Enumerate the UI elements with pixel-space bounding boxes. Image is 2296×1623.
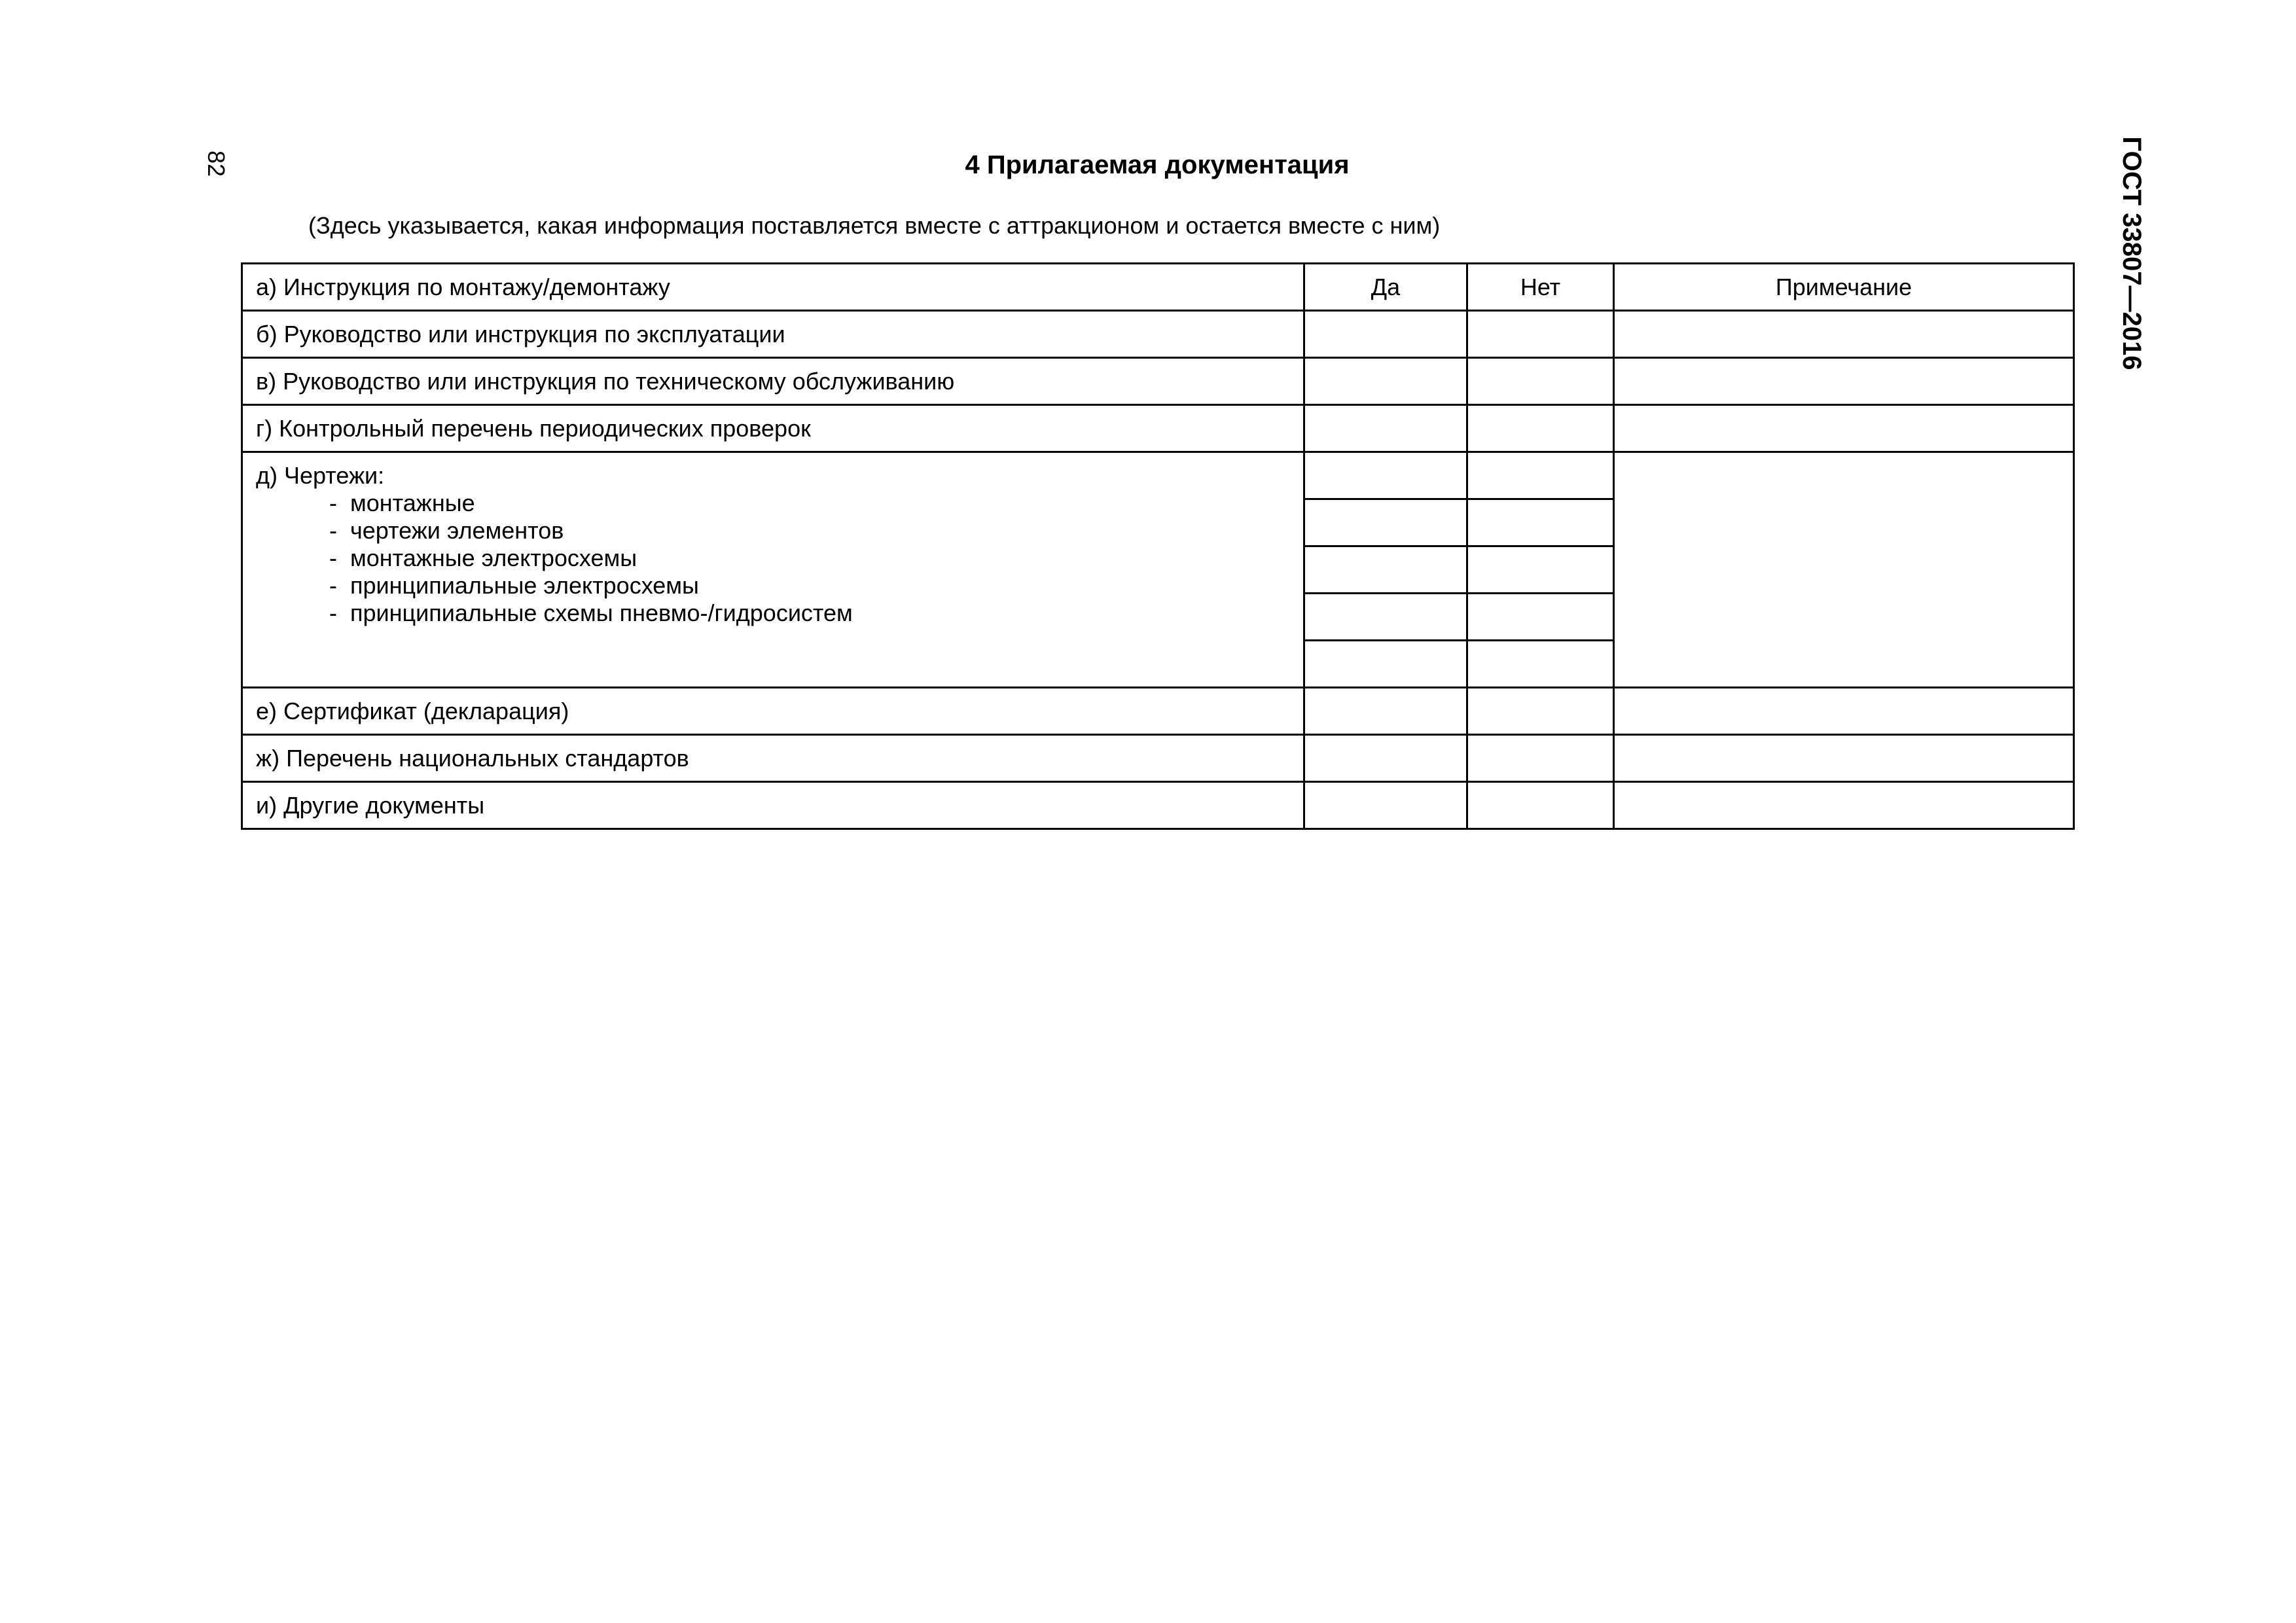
yes-cell[interactable]	[1304, 311, 1467, 358]
note-cell[interactable]	[1614, 358, 2074, 405]
row-label: д) Чертежи:	[256, 462, 385, 489]
no-cell[interactable]	[1467, 641, 1614, 688]
drawing-item: - монтажные электросхемы	[329, 544, 1290, 572]
table-row	[242, 358, 2074, 405]
no-cell[interactable]	[1467, 688, 1614, 735]
yes-cell[interactable]	[1304, 641, 1467, 688]
note-cell[interactable]	[1614, 735, 2074, 782]
column-header-note: Примечание	[1614, 264, 2074, 311]
row-label: е) Сертификат (декларация)	[242, 688, 1304, 735]
section-note: (Здесь указывается, какая информация поставляется вместе с аттракционом и остается вместе с ним)	[308, 212, 1441, 239]
drawings-list	[256, 490, 1290, 627]
yes-cell[interactable]	[1304, 358, 1467, 405]
yes-cell[interactable]	[1304, 546, 1467, 594]
table-row	[242, 688, 2074, 735]
no-cell[interactable]	[1467, 358, 1614, 405]
standard-designation: ГОСТ 33807—2016	[2117, 136, 2146, 370]
table-row	[242, 452, 2074, 499]
table-row	[242, 735, 2074, 782]
table-row	[242, 782, 2074, 829]
note-cell[interactable]	[1614, 782, 2074, 829]
drawing-item: - монтажные	[329, 490, 1290, 517]
section-title: 4 Прилагаемая документация	[965, 151, 1350, 179]
table-row	[242, 405, 2074, 452]
note-cell[interactable]	[1614, 688, 2074, 735]
no-cell[interactable]	[1467, 311, 1614, 358]
yes-cell[interactable]	[1304, 735, 1467, 782]
documentation-table	[241, 262, 2075, 830]
drawing-item: - чертежи элементов	[329, 517, 1290, 544]
row-label: и) Другие документы	[242, 782, 1304, 829]
row-label: б) Руководство или инструкция по эксплуатации	[242, 311, 1304, 358]
no-cell[interactable]	[1467, 452, 1614, 499]
no-cell[interactable]	[1467, 405, 1614, 452]
no-cell[interactable]	[1467, 735, 1614, 782]
column-header-yes: Да	[1304, 264, 1467, 311]
note-cell[interactable]	[1614, 311, 2074, 358]
no-cell[interactable]	[1467, 546, 1614, 594]
row-label: ж) Перечень национальных стандартов	[242, 735, 1304, 782]
page-number: 82	[203, 150, 230, 177]
no-cell[interactable]	[1467, 782, 1614, 829]
drawings-cell	[242, 452, 1304, 688]
table-row	[242, 264, 2074, 311]
row-label: г) Контрольный перечень периодических проверок	[242, 405, 1304, 452]
no-cell[interactable]	[1467, 499, 1614, 546]
yes-cell[interactable]	[1304, 405, 1467, 452]
no-cell[interactable]	[1467, 594, 1614, 641]
note-cell[interactable]	[1614, 452, 2074, 688]
yes-cell[interactable]	[1304, 782, 1467, 829]
yes-cell[interactable]	[1304, 594, 1467, 641]
drawing-item: - принципиальные схемы пневмо-/гидросистем	[329, 599, 1290, 627]
yes-cell[interactable]	[1304, 452, 1467, 499]
table-row	[242, 311, 2074, 358]
drawing-item: - принципиальные электросхемы	[329, 572, 1290, 599]
yes-cell[interactable]	[1304, 499, 1467, 546]
row-label: в) Руководство или инструкция по техническому обслуживанию	[242, 358, 1304, 405]
note-cell[interactable]	[1614, 405, 2074, 452]
row-label: а) Инструкция по монтажу/демонтажу	[242, 264, 1304, 311]
column-header-no: Нет	[1467, 264, 1614, 311]
yes-cell[interactable]	[1304, 688, 1467, 735]
